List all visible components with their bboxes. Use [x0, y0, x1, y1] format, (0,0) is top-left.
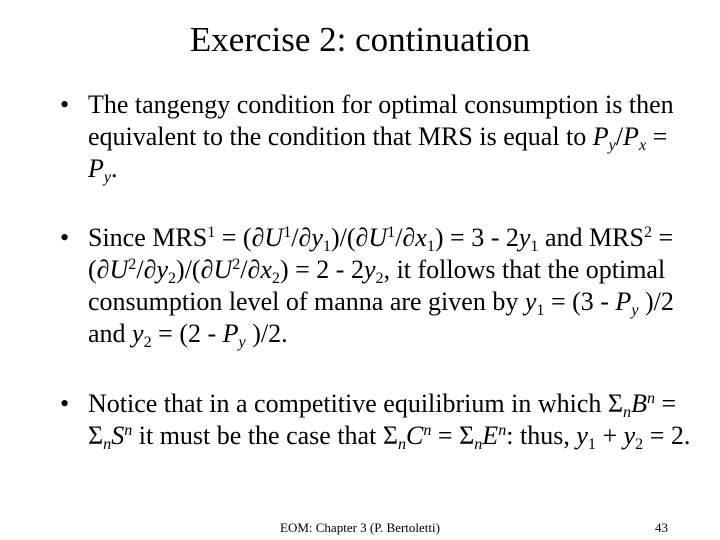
footer-source: EOM: Chapter 3 (P. Bertoletti) — [280, 520, 440, 535]
bullet-equilibrium — [60, 388, 700, 452]
bullet-text: Notice that in a competitive equilibrium in which $\Sigma_nB^n = \Sigma_nS^n$ it must be the case that $\Sigma_nC^n = \Sigma_nE^n$: thus, $y_1 + y_2 = 2$. — [88, 389, 691, 453]
bullet-marker: • — [60, 223, 70, 252]
bullet-marker: • — [60, 90, 70, 119]
bullet-text: Since $MRS^1 = (\partial U^1/\partial y_1)/(\partial U^1/\partial x_1) = 3 - 2y_1$ and $MRS^2 = (\partial U^2/\partial y_2)/(\partial U^2/\partial x_2) = 2 - 2y_2$, it follows that the optimal consumption level of manna are given by $y_1 = (3 - P_y$ )/2 and $y_2 = (2 - P_y$ )/2. — [88, 223, 674, 351]
bullet-marker: • — [60, 389, 70, 418]
slide-title: Exercise 2: continuation — [189, 20, 531, 59]
bullet-text: The tangengy condition for optimal consumption is then equivalent to the condition that MRS is equal to $P_y/P_x = P_y$. — [88, 90, 674, 186]
page-number: 43 — [655, 520, 668, 535]
bullet-tangency-condition — [60, 89, 700, 185]
bullet-mrs-derivation — [60, 222, 700, 350]
